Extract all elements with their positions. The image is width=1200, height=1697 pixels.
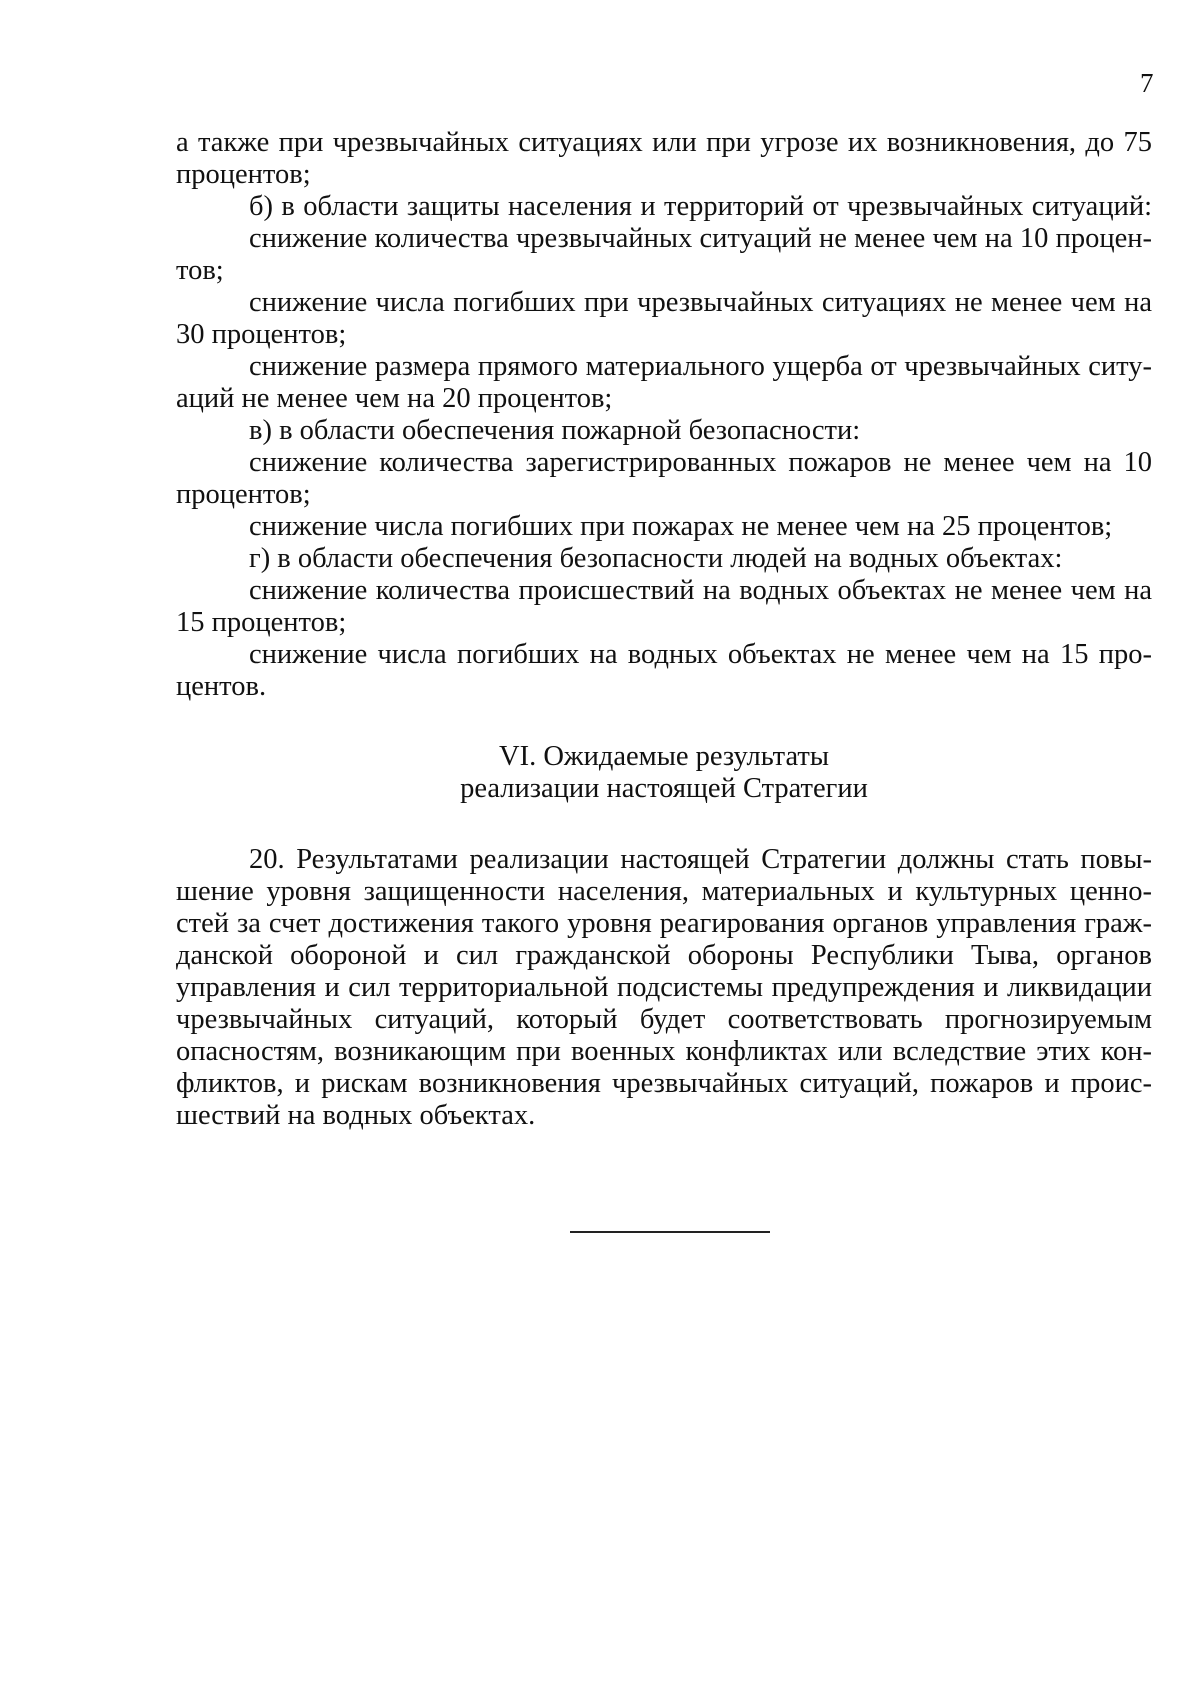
text-line: г) в области обеспечения безопасности людей на водных объектах: bbox=[249, 543, 1063, 574]
text-line: шествий на водных объектах. bbox=[176, 1100, 536, 1131]
text-line: снижение числа погибших при чрезвычайных ситуациях не менее чем на bbox=[249, 287, 1152, 318]
text-line: стей за счет достижения такого уровня реагирования органов управления граж- bbox=[176, 908, 1152, 939]
text-line: снижение количества происшествий на водных объектах не менее чем на bbox=[249, 575, 1152, 606]
section-heading-line-2: реализации настоящей Стратегии bbox=[460, 773, 868, 804]
text-line: 20. Результатами реализации настоящей Стратегии должны стать повы- bbox=[249, 844, 1152, 875]
page-number: 7 bbox=[1140, 68, 1154, 98]
text-line: снижение количества чрезвычайных ситуаций не менее чем на 10 процен- bbox=[249, 223, 1152, 254]
text-line: процентов; bbox=[176, 159, 311, 190]
text-line: 15 процентов; bbox=[176, 607, 347, 638]
section-heading-line-1: VI. Ожидаемые результаты bbox=[499, 741, 829, 772]
text-line: снижение числа погибших при пожарах не менее чем на 25 процентов; bbox=[249, 511, 1113, 542]
text-line: шение уровня защищенности населения, материальных и культурных ценно- bbox=[176, 876, 1152, 907]
text-line: 30 процентов; bbox=[176, 319, 347, 350]
text-line: тов; bbox=[176, 255, 224, 286]
text-line: чрезвычайных ситуаций, который будет соответствовать прогнозируемым bbox=[176, 1004, 1152, 1035]
closing-rule bbox=[570, 1231, 770, 1233]
text-line: процентов; bbox=[176, 479, 311, 510]
text-line: снижение числа погибших на водных объектах не менее чем на 15 про- bbox=[249, 639, 1152, 670]
text-line: фликтов, и рискам возникновения чрезвычайных ситуаций, пожаров и проис- bbox=[176, 1068, 1152, 1099]
text-line: б) в области защиты населения и территорий от чрезвычайных ситуаций: bbox=[249, 191, 1152, 222]
text-line: снижение количества зарегистрированных пожаров не менее чем на 10 bbox=[249, 447, 1152, 478]
text-line: в) в области обеспечения пожарной безопасности: bbox=[249, 415, 861, 446]
text-line: данской обороной и сил гражданской обороны Республики Тыва, органов bbox=[176, 940, 1152, 971]
text-line: управления и сил территориальной подсистемы предупреждения и ликвидации bbox=[176, 972, 1152, 1003]
text-line: а также при чрезвычайных ситуациях или при угрозе их возникновения, до 75 bbox=[176, 127, 1152, 158]
text-line: аций не менее чем на 20 процентов; bbox=[176, 383, 613, 414]
text-line: снижение размера прямого материального ущерба от чрезвычайных ситу- bbox=[249, 351, 1152, 382]
text-line: опасностям, возникающим при военных конфликтах или вследствие этих кон- bbox=[176, 1036, 1152, 1067]
text-line: центов. bbox=[176, 671, 267, 702]
